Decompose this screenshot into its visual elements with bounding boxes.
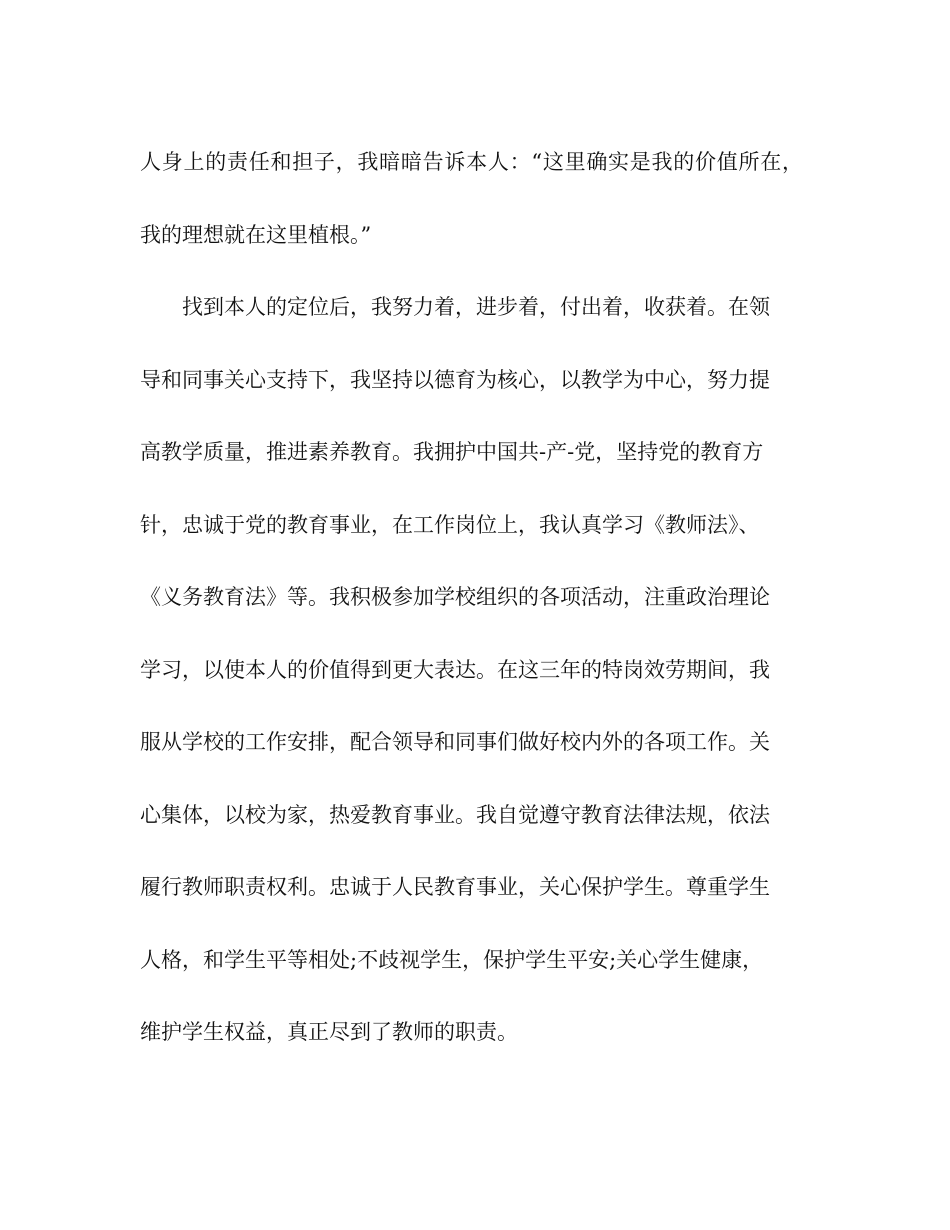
text-line: 维护学生权益，真正尽到了教师的职责。 bbox=[140, 1020, 518, 1044]
text-line: 高教学质量，推进素养教育。我拥护中国共-产-党，坚持党的教育方 bbox=[140, 440, 764, 464]
text-line: 服从学校的工作安排，配合领导和同事们做好校内外的各项工作。关 bbox=[140, 730, 770, 754]
text-line: 人格，和学生平等相处;不歧视学生，保护学生平安;关心学生健康， bbox=[140, 947, 764, 972]
body-text bbox=[140, 126, 810, 1069]
text-line: 针，忠诚于党的教育事业，在工作岗位上，我认真学习《教师法》、 bbox=[140, 512, 760, 537]
text-line: 《义务教育法》等。我积极参加学校组织的各项活动，注重政治理论 bbox=[140, 585, 770, 609]
text-line: 导和同事关心支持下，我坚持以德育为核心，以教学为中心，努力提 bbox=[140, 367, 770, 392]
text-line: 履行教师职责权利。忠诚于人民教育事业，关心保护学生。尊重学生 bbox=[140, 875, 770, 899]
text-line: 人身上的责任和担子，我暗暗告诉本人：“这里确实是我的价值所在， bbox=[140, 150, 803, 174]
text-line: 心集体，以校为家，热爱教育事业。我自觉遵守教育法律法规，依法 bbox=[140, 802, 770, 827]
paragraph-start-line: 找到本人的定位后，我努力着，进步着，付出着，收获着。在领 bbox=[182, 295, 770, 319]
text-line: 我的理想就在这里植根。” bbox=[140, 222, 372, 247]
text-line: 学习，以使本人的价值得到更大表达。在这三年的特岗效劳期间，我 bbox=[140, 657, 770, 682]
